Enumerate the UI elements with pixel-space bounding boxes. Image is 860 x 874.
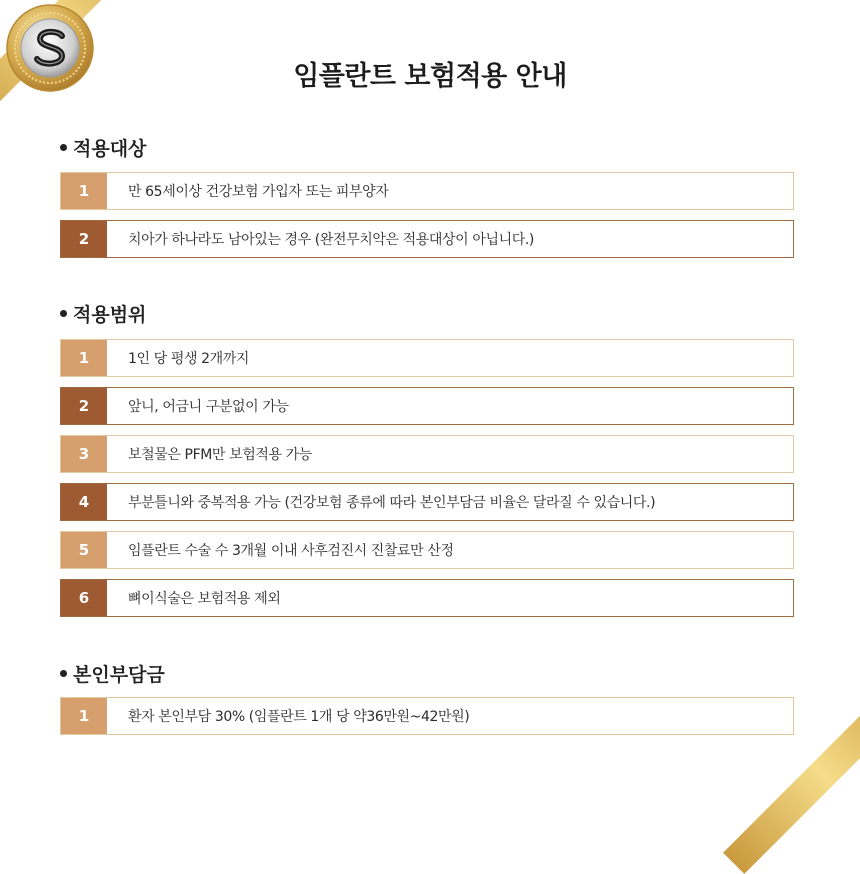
section-heading-label: 본인부담금 [73, 664, 165, 686]
list-item [60, 387, 794, 425]
item-text: 만 65세이상 건강보험 가입자 또는 피부양자 [128, 184, 389, 200]
list-item [60, 579, 794, 617]
item-text: 치아가 하나라도 남아있는 경우 (완전무치악은 적용대상이 아닙니다.) [128, 232, 534, 248]
section-heading-copay [60, 660, 165, 687]
item-text: 부분틀니와 중복적용 가능 (건강보험 종류에 따라 본인부담금 비율은 달라질 수 있습니다.) [128, 495, 656, 511]
item-text: 앞니, 어금니 구분없이 가능 [128, 399, 289, 415]
list-item [60, 483, 794, 521]
section-heading-label: 적용대상 [73, 138, 147, 160]
item-number: 4 [61, 484, 107, 520]
section-heading-scope [60, 300, 146, 327]
item-text: 환자 본인부담 30% (임플란트 1개 당 약36만원~42만원) [128, 709, 470, 725]
bullet-icon [60, 310, 67, 317]
page-title: 임플란트 보험적용 안내 [293, 61, 567, 92]
item-number: 1 [61, 173, 107, 209]
list-item [60, 220, 794, 258]
list-item [60, 339, 794, 377]
item-number: 6 [61, 580, 107, 616]
item-number: 3 [61, 436, 107, 472]
item-text: 1인 당 평생 2개까지 [128, 351, 250, 367]
item-number: 2 [61, 221, 107, 257]
bullet-icon [60, 144, 67, 151]
list-item [60, 697, 794, 735]
list-item [60, 172, 794, 210]
list-item [60, 435, 794, 473]
item-number: 1 [61, 698, 107, 734]
item-number: 5 [61, 532, 107, 568]
item-text: 보철물은 PFM만 보험적용 가능 [128, 447, 312, 463]
section-heading-target [60, 134, 146, 161]
list-item [60, 531, 794, 569]
section-heading-label: 적용범위 [73, 304, 147, 326]
item-number: 1 [61, 340, 107, 376]
bullet-icon [60, 670, 67, 677]
item-number: 2 [61, 388, 107, 424]
item-text: 임플란트 수술 수 3개월 이내 사후검진시 진찰료만 산정 [128, 543, 454, 559]
item-text: 뼈이식술은 보험적용 제외 [128, 591, 281, 607]
